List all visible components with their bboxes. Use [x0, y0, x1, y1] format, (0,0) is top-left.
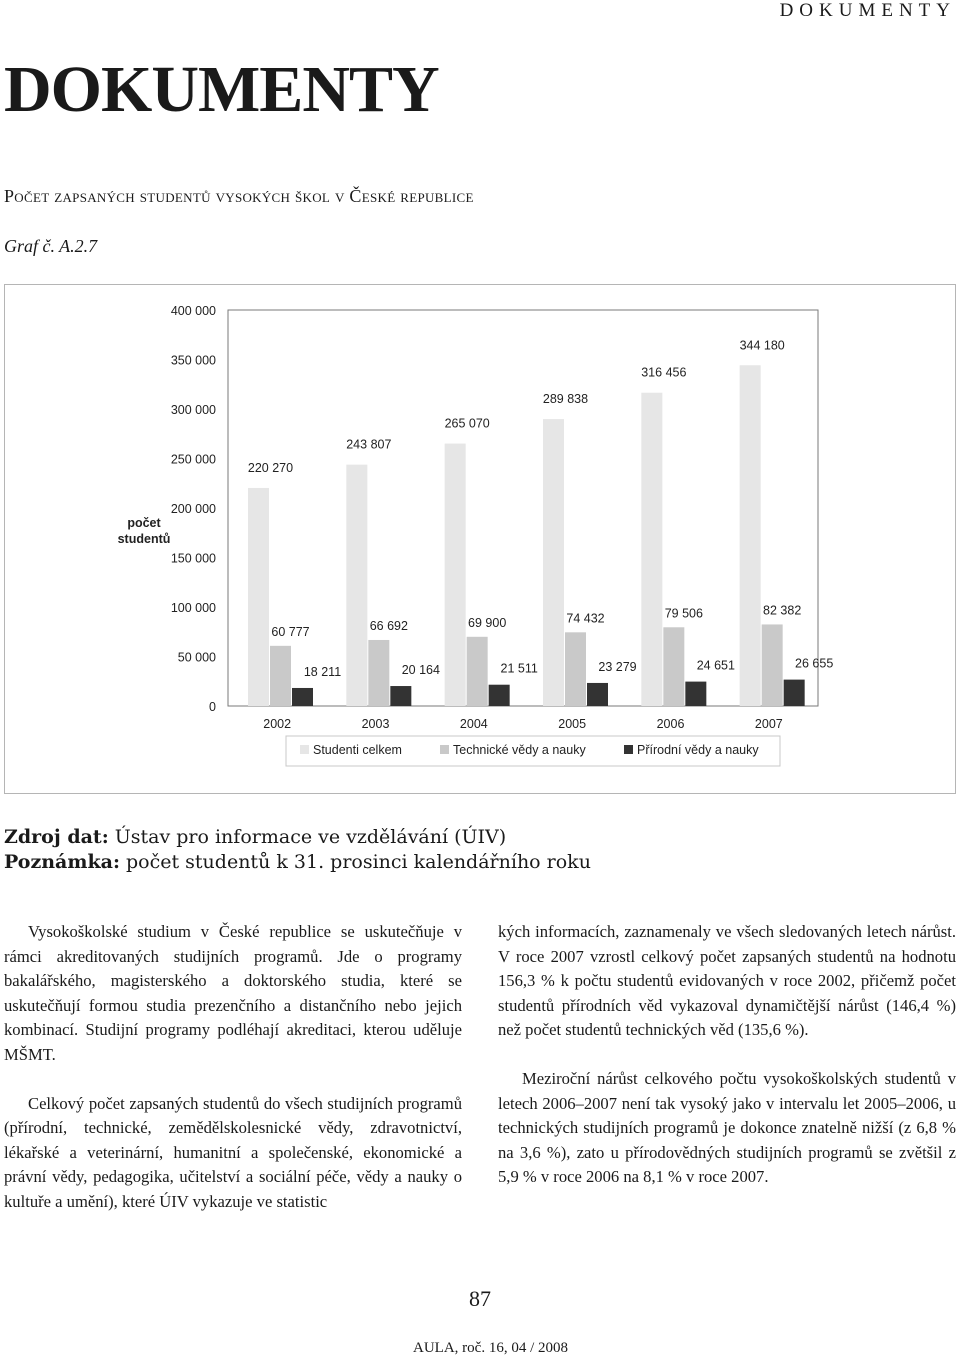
bar-chart: [4, 284, 956, 794]
y-tick-label: 250 000: [170, 452, 216, 467]
data-label: 344 180: [739, 338, 785, 353]
bar: [543, 419, 564, 706]
data-label: 60 777: [271, 624, 310, 639]
source-value: Ústav pro informace ve vzdělávání (ÚIV): [108, 826, 507, 848]
bar: [685, 682, 706, 706]
data-label: 82 382: [763, 603, 802, 618]
data-label: 316 456: [641, 365, 687, 380]
body-column-right: [498, 920, 956, 1190]
x-tick-label: 2002: [263, 717, 292, 731]
bar: [270, 646, 291, 706]
y-tick-label: 100 000: [170, 601, 216, 615]
data-label: 66 692: [369, 618, 408, 633]
y-tick-label: 350 000: [170, 353, 216, 368]
journal-footer: AULA, roč. 16, 04 / 2008: [413, 1340, 568, 1356]
data-label: 220 270: [247, 460, 294, 475]
bar: [641, 393, 662, 706]
legend-label: Technické vědy a nauky: [453, 743, 586, 757]
bar: [784, 680, 805, 706]
bar: [467, 637, 488, 706]
data-label: 21 511: [500, 661, 538, 676]
bar: [390, 686, 411, 706]
body-column-left: [4, 920, 462, 1215]
data-label: 79 506: [664, 606, 703, 621]
y-tick-label: 150 000: [170, 551, 216, 566]
graph-label: Graf č. A.2.7: [4, 236, 98, 256]
y-axis-label-line2: studentů: [117, 532, 171, 546]
bar: [368, 640, 389, 706]
section-title: Počet zapsaných studentů vysokých škol v České republice: [4, 186, 474, 206]
note-label: Poznámka:: [4, 851, 120, 873]
paragraph: kých informacích, zaznamenaly ve všech sledovaných letech nárůst. V roce 2007 vzrostl celkový počet zapsaných studentů na hodnotu 156,3 % k počtu studentů evidovaných v roce 2002, přičemž počet studentů přírodních věd vykazoval dynamičtější nárůst (146,4 %) než počet studentů technických věd (135,6 %).: [498, 922, 956, 1040]
data-label: 18 211: [303, 664, 342, 679]
data-label: 23 279: [598, 659, 637, 674]
bar: [489, 685, 510, 706]
note-line: [4, 851, 591, 873]
data-label: 243 807: [346, 437, 392, 452]
plot-area-border: [228, 310, 818, 706]
legend-swatch: [440, 745, 449, 754]
chart-layer: [118, 304, 834, 766]
bar: [587, 683, 608, 706]
data-label: 69 900: [468, 615, 507, 630]
legend-swatch: [300, 745, 309, 754]
note-value: počet studentů k 31. prosinci kalendářního roku: [119, 851, 591, 873]
data-label: 265 070: [444, 416, 490, 431]
paragraph: Celkový počet zapsaných studentů do všech studijních programů (přírodní, technické, zemědělskolesnické vědy, zdravotnictví, lékařské a veterinární, humanitní a společenské, ekonomické a právní vědy, pedagogika, učitelství a sociální péče, vědy a nauky o kultuře a umění), které ÚIV vykazuje ve statistic: [4, 1093, 462, 1211]
x-tick-label: 2006: [656, 717, 685, 731]
page-number: 87: [469, 1286, 491, 1311]
data-label: 20 164: [401, 663, 440, 678]
bar: [292, 688, 313, 706]
data-label: 24 651: [696, 658, 735, 673]
paragraph: Meziroční nárůst celkového počtu vysokoškolských studentů v letech 2006–2007 není tak vysoký jako v intervalu let 2005–2006, u technických studijních programů je dokonce znatelně nižší (z 6,8 % na 3,6 %), zato u přírodovědných studijních programů se zvětšil z 5,9 % v roce 2006 na 8,1 % v roce 2007.: [498, 1068, 956, 1187]
x-tick-label: 2005: [558, 717, 587, 731]
paragraph: Vysokoškolské studium v České republice se uskutečňuje v rámci akreditovaných studijních programů. Jde o programy bakalářského, magisterského a doktorského studia, které se uskutečňují formou studia prezenčního a distančního nebo jejich kombinací. Studijní programy podléhají akreditaci, kterou uděluje MŠMT.: [4, 922, 462, 1064]
bar: [663, 627, 684, 706]
x-tick-label: 2003: [361, 717, 390, 731]
data-label: 74 432: [566, 611, 605, 626]
y-axis-label-line1: počet: [127, 516, 161, 530]
data-label: 289 838: [542, 392, 589, 407]
bar: [346, 465, 367, 706]
y-tick-label: 300 000: [170, 403, 216, 417]
bar: [762, 624, 783, 706]
x-tick-label: 2004: [459, 717, 488, 731]
y-tick-label: 400 000: [170, 304, 216, 318]
bar: [740, 365, 761, 706]
running-head: DOKUMENTY: [779, 0, 956, 21]
source-line: [4, 826, 506, 848]
y-tick-label: 0: [209, 700, 216, 714]
bar: [445, 444, 466, 706]
y-tick-label: 200 000: [170, 502, 216, 516]
page-title: DOKUMENTY: [4, 53, 439, 126]
data-label: 26 655: [795, 656, 834, 671]
bar: [565, 632, 586, 706]
bar: [248, 488, 269, 706]
legend-label: Přírodní vědy a nauky: [637, 743, 759, 757]
source-label: Zdroj dat:: [4, 826, 109, 848]
legend-label: Studenti celkem: [313, 743, 402, 757]
x-tick-label: 2007: [754, 717, 783, 731]
y-tick-label: 50 000: [177, 650, 216, 665]
legend-swatch: [624, 745, 633, 754]
